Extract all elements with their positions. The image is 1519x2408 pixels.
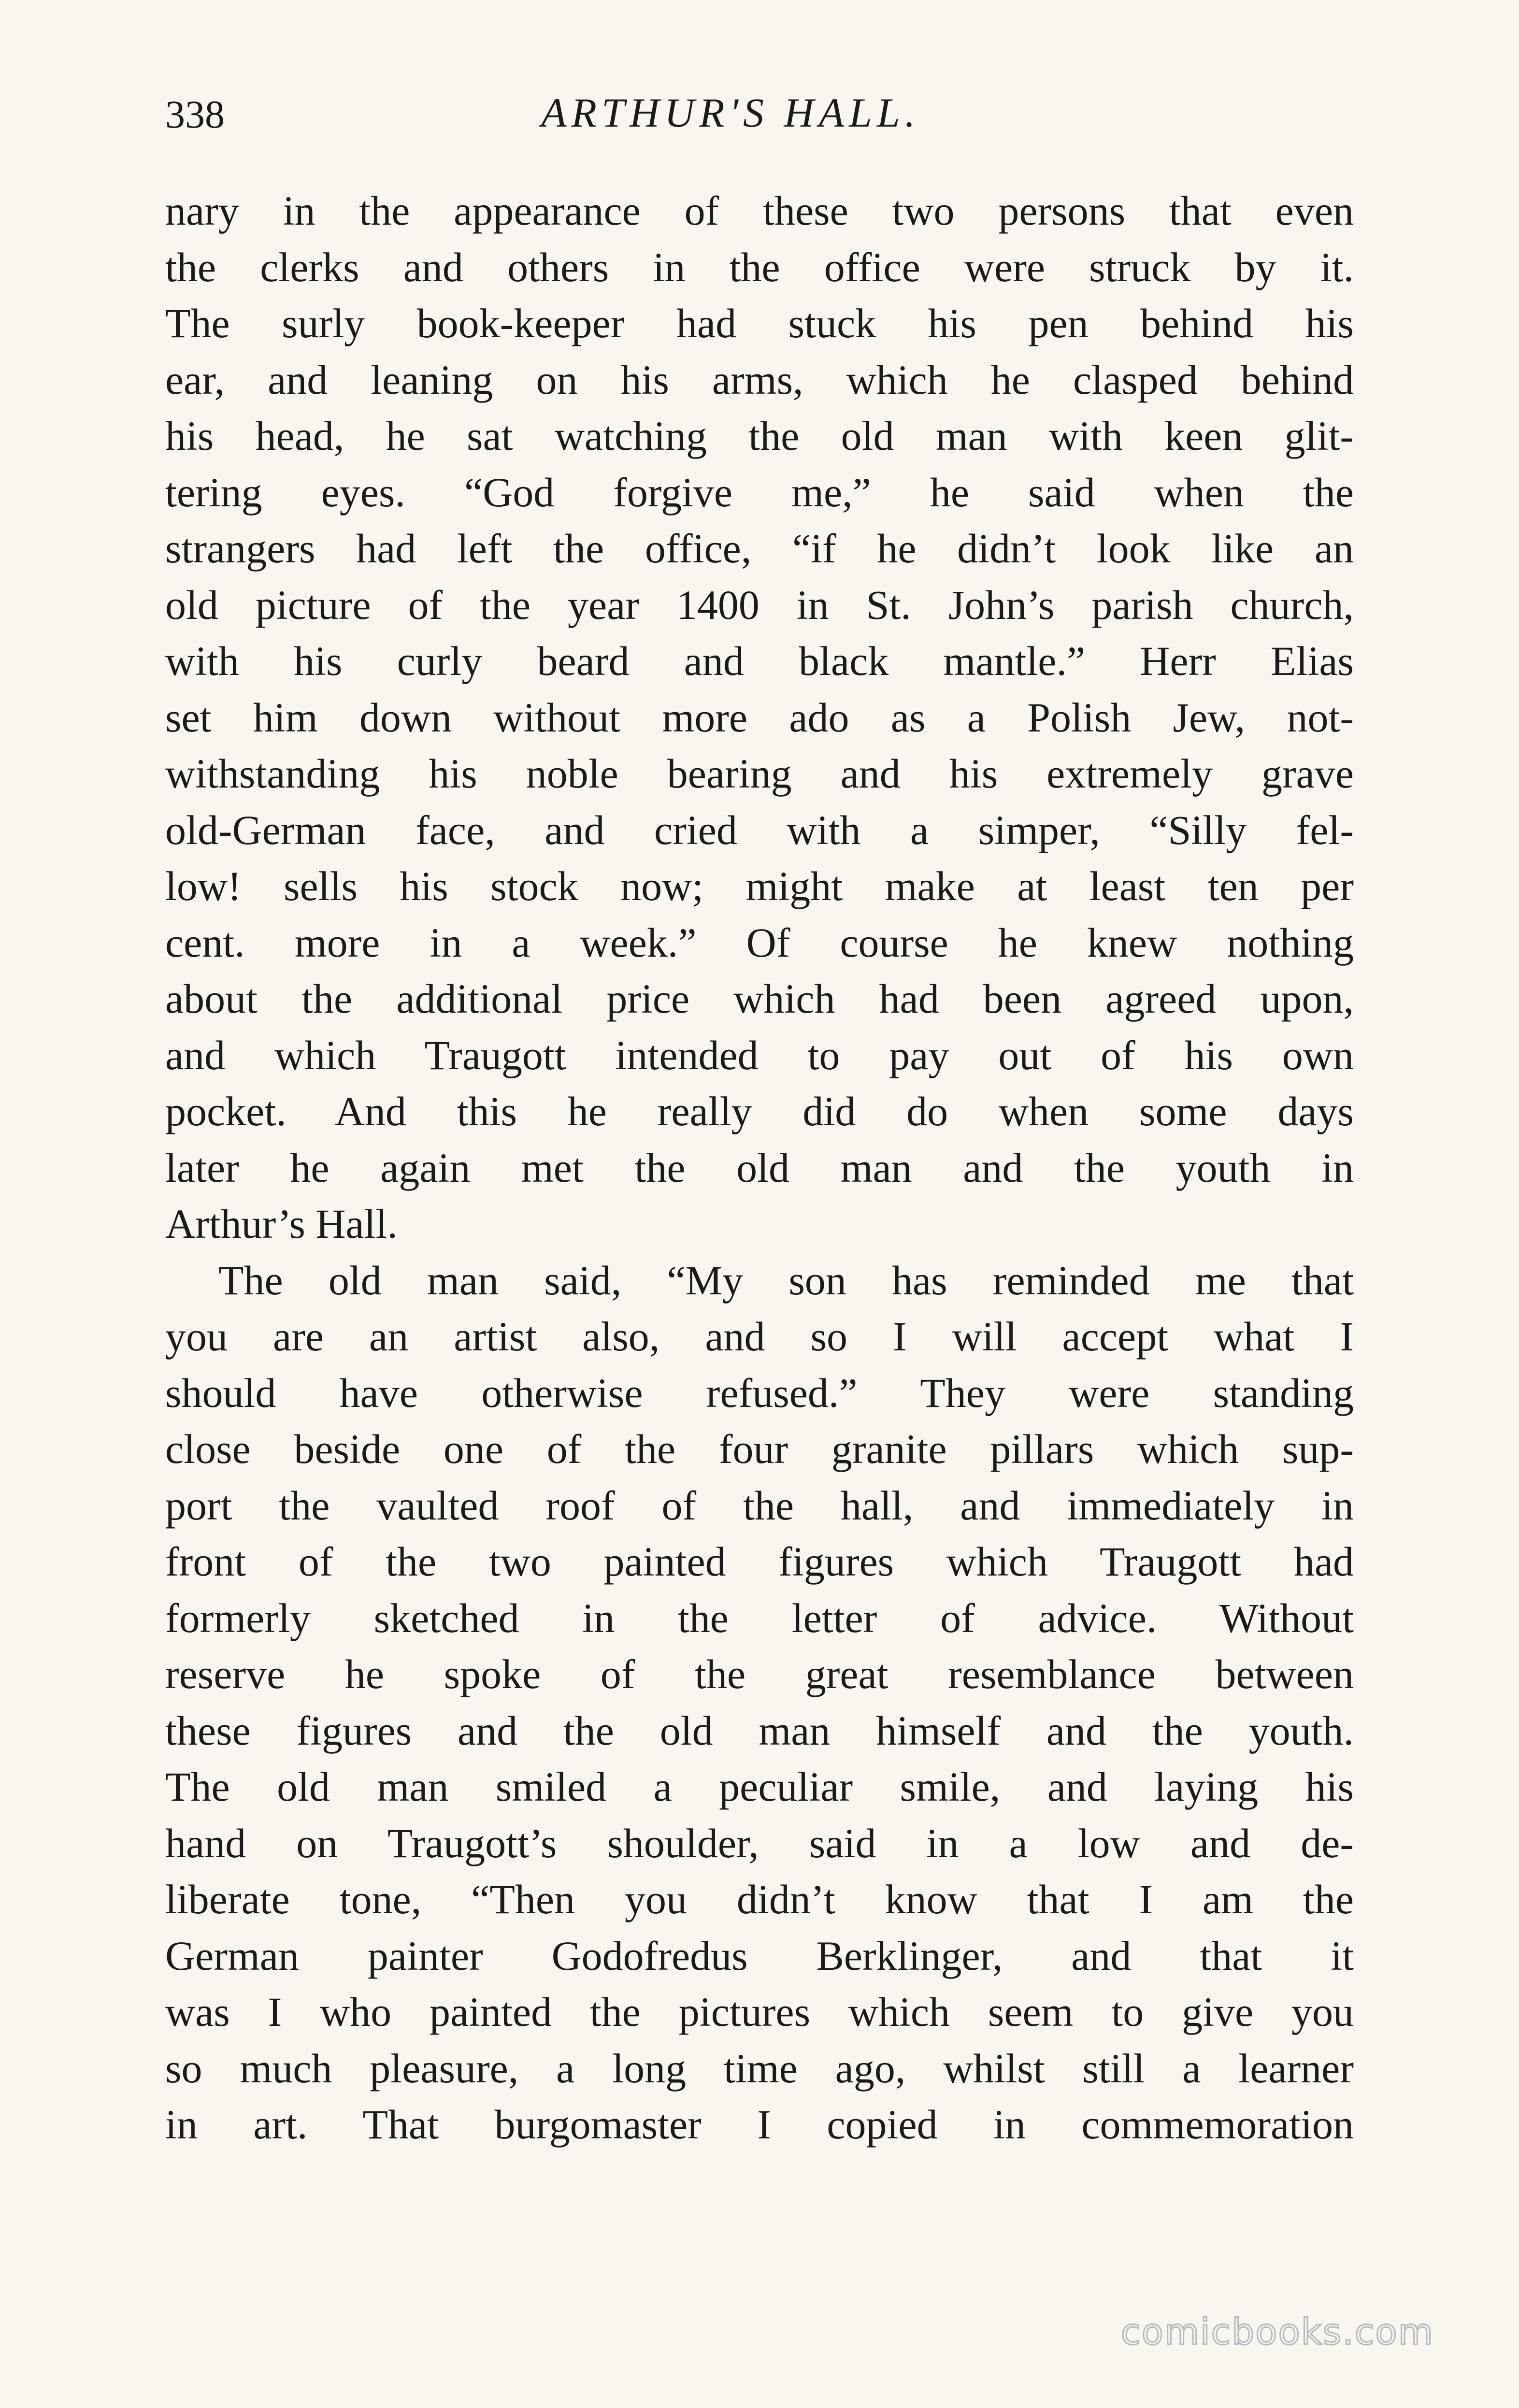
text-line: with his curly beard and black mantle.” Herr Elias <box>165 638 1354 684</box>
text-line: later he again met the old man and the youth in <box>165 1144 1354 1191</box>
text-line: you are an artist also, and so I will accept what I <box>165 1313 1354 1360</box>
text-line: pocket. And this he really did do when some days <box>165 1088 1354 1134</box>
text-line: hand on Traugott’s shoulder, said in a low and de- <box>165 1820 1354 1866</box>
text-line: was I who painted the pictures which seem to give you <box>165 1989 1354 2035</box>
text-line: German painter Godofredus Berklinger, and that it <box>165 1932 1354 1979</box>
text-line: set him down without more ado as a Polish Jew, not- <box>165 694 1354 741</box>
text-line: The old man said, “My son has reminded me that <box>218 1257 1354 1304</box>
text-line: old picture of the year 1400 in St. John’s parish church, <box>165 581 1354 628</box>
text-line: The surly book-keeper had stuck his pen behind his <box>165 300 1354 346</box>
text-line: so much pleasure, a long time ago, whilst still a learner <box>165 2045 1354 2092</box>
text-line: liberate tone, “Then you didn’t know that I am the <box>165 1876 1354 1922</box>
text-line: old-German face, and cried with a simper, “Silly fel- <box>165 806 1354 853</box>
text-line: cent. more in a week.” Of course he knew nothing <box>165 919 1354 966</box>
text-line: reserve he spoke of the great resemblance between <box>165 1651 1354 1697</box>
text-line: and which Traugott intended to pay out of his own <box>165 1032 1354 1078</box>
watermark: comicbooks.com <box>1121 2311 1434 2353</box>
text-line: low! sells his stock now; might make at least ten per <box>165 863 1354 909</box>
text-line: his head, he sat watching the old man with keen glit- <box>165 413 1354 459</box>
text-line: about the additional price which had been agreed upon, <box>165 975 1354 1022</box>
text-line: should have otherwise refused.” They were standing <box>165 1369 1354 1416</box>
page-number: 338 <box>165 92 225 136</box>
text-line: tering eyes. “God forgive me,” he said when the <box>165 469 1354 516</box>
text-line: the clerks and others in the office were struck by it. <box>165 244 1354 290</box>
text-line: close beside one of the four granite pillars which sup- <box>165 1426 1354 1472</box>
text-line: in art. That burgomaster I copied in commemoration <box>165 2101 1354 2148</box>
text-line: formerly sketched in the letter of advice. Without <box>165 1594 1354 1641</box>
text-line: these figures and the old man himself and the youth. <box>165 1707 1354 1754</box>
text-line: The old man smiled a peculiar smile, and laying his <box>165 1763 1354 1810</box>
running-head: ARTHUR'S HALL. <box>541 89 920 136</box>
text-line: nary in the appearance of these two persons that even <box>165 187 1354 234</box>
text-line: port the vaulted roof of the hall, and immediately in <box>165 1482 1354 1529</box>
text-line: front of the two painted figures which Traugott had <box>165 1538 1354 1585</box>
body-text <box>165 183 1354 2153</box>
text-line: withstanding his noble bearing and his extremely grave <box>165 750 1354 797</box>
text-line: ear, and leaning on his arms, which he clasped behind <box>165 356 1354 403</box>
text-line: strangers had left the office, “if he didn’t look like an <box>165 525 1354 572</box>
text-line: Arthur’s Hall. <box>165 1201 398 1247</box>
